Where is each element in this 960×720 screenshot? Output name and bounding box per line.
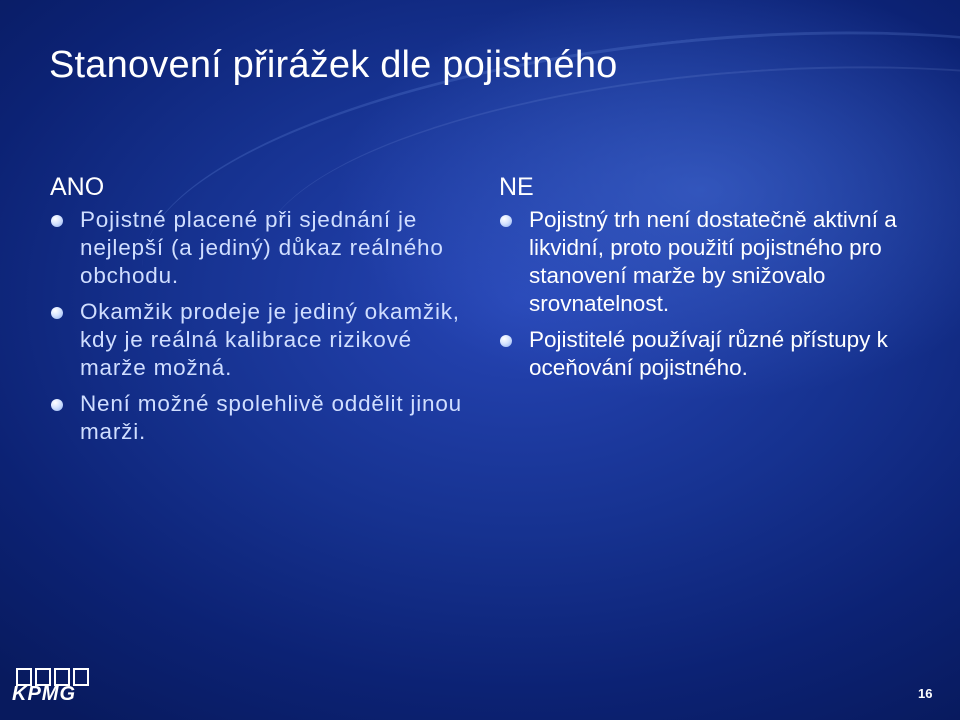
left-column [50, 172, 470, 454]
right-column-heading: NE [499, 173, 534, 201]
bullet-icon [51, 307, 63, 319]
bullet-item [50, 206, 470, 290]
right-bullet-list [499, 206, 939, 382]
bullet-item [499, 206, 939, 318]
right-column [499, 172, 939, 390]
left-column-heading: ANO [50, 173, 105, 201]
bullet-item [499, 326, 939, 382]
logo-text: KPMG [12, 683, 76, 705]
slide-title: Stanovení přirážek dle pojistného [49, 44, 618, 86]
bullet-icon [51, 215, 63, 227]
bullet-icon [51, 399, 63, 411]
bullet-text: Pojistné placené při sjednání je nejlepší (a jediný) důkaz reálného obchodu. [80, 207, 444, 288]
bullet-item [50, 390, 470, 446]
bullet-item [50, 298, 470, 382]
left-bullet-list [50, 206, 470, 446]
page-number: 16 [918, 686, 933, 701]
kpmg-logo [10, 668, 96, 708]
bullet-text: Okamžik prodeje je jediný okamžik, kdy je reálná kalibrace rizikové marže možná. [80, 299, 460, 380]
bullet-text: Pojistný trh není dostatečně aktivní a likvidní, proto použití pojistného pro stanovení marže by snižovalo srovnatelnost. [529, 207, 897, 316]
bullet-text: Není možné spolehlivě oddělit jinou marži. [80, 391, 462, 444]
bullet-icon [500, 215, 512, 227]
bullet-text: Pojistitelé používají různé přístupy k oceňování pojistného. [529, 327, 888, 380]
bullet-icon [500, 335, 512, 347]
